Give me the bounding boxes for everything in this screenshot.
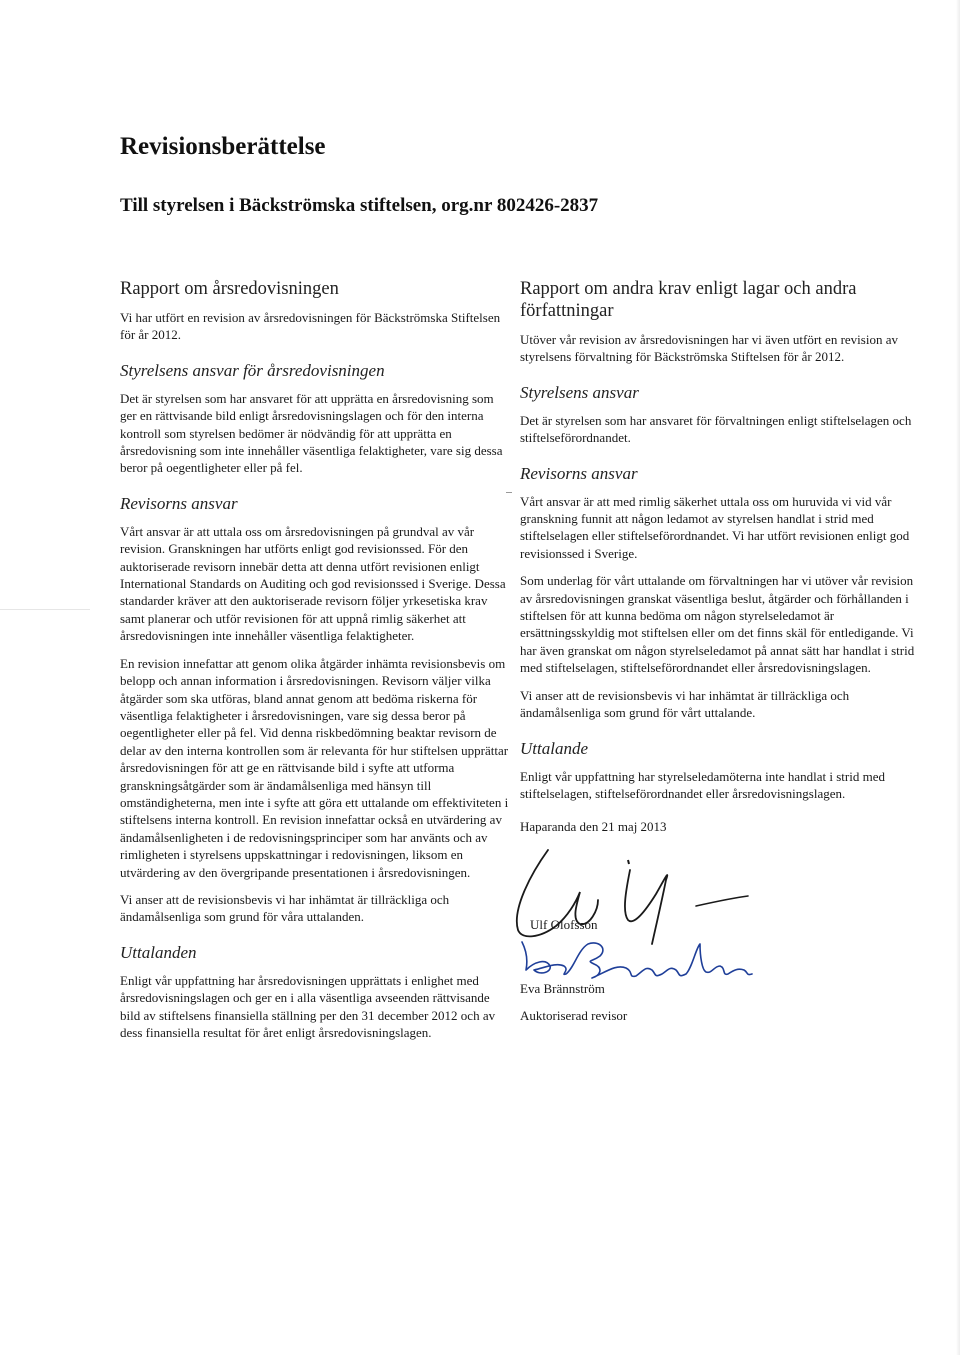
paragraph: Vi anser att de revisionsbevis vi har inhämtat är tillräckliga och ändamålsenliga som grund för våra uttalanden. (120, 891, 450, 925)
signature-block-2 (520, 936, 915, 980)
paragraph: Som underlag för vårt uttalande om förvaltningen har vi utöver vår revision av årsredovisningen granskat väsentliga beslut, åtgärder och förhållanden i stiftelsen för att kunna bedöma om någon styrelseledamot är ersättningsskyldig mot stiftelsen eller om det finns skäl för entledigande. Vi har även granskat om någon styrelseledamot på annat sätt har handlat i strid med stiftelselagen, stiftelseförordnandet eller årsredovisningslagen. (520, 573, 915, 676)
signer-2-role: Auktoriserad revisor (520, 1008, 628, 1024)
section-intro: Vi har utfört en revision av årsredovisningen för Bäckströmska Stiftelsen för år 2012. (120, 310, 501, 343)
section-board-responsibility (520, 382, 915, 447)
paragraph: Enligt vår uppfattning har årsredovisningen upprättats i enlighet med årsredovisningslagen och ger en i alla väsentliga avseenden rättvisande bild av stiftelsens finansiella ställning per den 31 december 2012 och av dess finansiella resultat för året enligt årsredovisningslagen. (120, 972, 496, 1040)
paragraph: Det är styrelsen som har ansvaret för att upprätta en årsredovisning som ger en rättvisande bild enligt årsredovisningslagen och för den interna kontroll som styrelsen bedömer är nödvändig för att upprätta en årsredovisning som inte innehåller väsentliga felaktigheter, vare sig dessa beror på oegentligheter eller på fel. (120, 390, 503, 476)
section-board-responsibility (120, 360, 510, 477)
signer-1-name: Ulf Olofsson (530, 916, 598, 932)
paragraph: Vårt ansvar är att med rimlig säkerhet uttala oss om huruvida vi vid vår granskning funnit att någon ledamot av styrelsen handlat i strid med stiftelselagen eller stiftelseförordnandet. Vi har utfört revisionen enligt god revisionssed i Sverige. (520, 493, 910, 561)
page-edge-shadow (956, 0, 960, 1355)
section-opinions (120, 942, 510, 1042)
subsection-heading: Styrelsens ansvar (520, 382, 639, 402)
paragraph: Vårt ansvar är att uttala oss om årsredovisningen på grundval av vår revision. Granskningen har utförts enligt god revisionssed. För den auktoriserade revisorn innebär detta att denna utfört revisionen enligt International Standards on Auditing och god revisionssed i Sverige. Dessa standarder kräver att den auktoriserade revisorn följer yrkesetiska krav samt planerar och utför revisionen för att uppnå rimlig säkerhet att årsredovisningen inte innehåller väsentliga felaktigheter. (120, 523, 506, 644)
document-title: Revisionsberättelse (120, 133, 326, 160)
paragraph: Vi anser att de revisionsbevis vi har inhämtat är tillräckliga och ändamålsenliga som grund för vårt uttalande. (520, 687, 850, 721)
subsection-heading: Uttalanden (120, 942, 197, 962)
paragraph: Det är styrelsen som har ansvaret för förvaltningen enligt stiftelselagen och stiftelseförordnandet. (520, 412, 912, 446)
subsection-heading: Revisorns ansvar (120, 493, 238, 513)
left-column (120, 278, 510, 1057)
paragraph: Enligt vår uppfattning har styrelseledamöterna inte handlat i strid med stiftelselagen, stiftelseförordnandet eller årsredovisningslagen. (520, 768, 885, 801)
right-column (520, 278, 915, 1025)
section-intro: Utöver vår revision av årsredovisningen har vi även utfört en revision av styrelsens förvaltning för Bäckströmska Stiftelsen för år 2012. (520, 332, 898, 365)
subsection-heading: Styrelsens ansvar för årsredovisningen (120, 360, 385, 380)
section-annual-report (120, 278, 510, 344)
section-heading: Rapport om andra krav enligt lagar och andra författningar (520, 279, 857, 321)
section-other-requirements (520, 278, 915, 366)
section-auditor-responsibility (120, 493, 510, 926)
signature-2-icon (516, 936, 756, 982)
section-heading: Rapport om årsredovisningen (120, 279, 339, 299)
place-date: Haparanda den 21 maj 2013 (520, 819, 667, 835)
signature-block-1 (520, 840, 915, 930)
scan-line (0, 609, 90, 610)
signature-1-icon (510, 840, 770, 950)
paragraph: En revision innefattar att genom olika åtgärder inhämta revisionsbevis om belopp och annan information i årsredovisningen. Revisorn väljer vilka åtgärder som ska utföras, bland annat genom att bedöma riskerna för väsentliga felaktigheter i årsredovisningen, vare sig dessa beror på oegentligheter eller på fel. Vid denna riskbedömning beaktar revisorn de delar av den interna kontrollen som är relevanta för hur stiftelsen upprättar årsredovisningen för att ge en rättvisande bild i syfte att utforma granskningsåtgärder som är ändamålsenliga med hänsyn till omständigheterna, men inte i syfte att göra ett uttalande om effektiviteten i stiftelsens interna kontroll. En revision innefattar också en utvärdering av ändamålsenligheten i de redovisningsprinciper som har använts och av rimligheten i styrelsens uppskattningar i redovisningen, liksom en utvärdering av den övergripande presentationen i årsredovisningen. (120, 655, 509, 880)
subsection-heading: Uttalande (520, 738, 588, 758)
subsection-heading: Revisorns ansvar (520, 463, 638, 483)
section-auditor-responsibility (520, 463, 915, 722)
section-opinion (520, 738, 915, 803)
document-subtitle: Till styrelsen i Bäckströmska stiftelsen, org.nr 802426-2837 (120, 195, 599, 216)
signer-2-name: Eva Brännström (520, 980, 605, 996)
